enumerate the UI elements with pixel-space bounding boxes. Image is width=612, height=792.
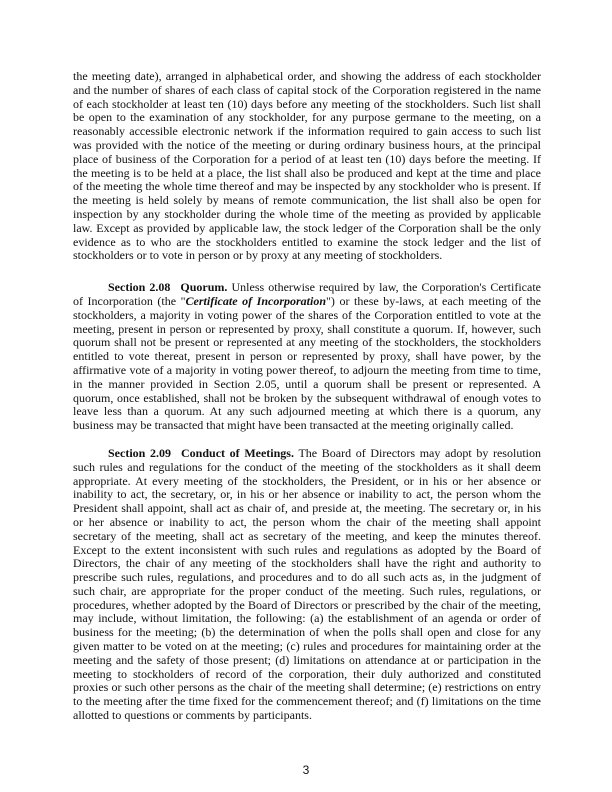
- section-title: Conduct of Meetings.: [181, 446, 294, 460]
- line-text: and the number of shares of each class of capital stock of the Corporation registered in the name: [73, 83, 541, 97]
- line-text: stockholders, a majority in voting power of the shares of the Corporation entitled to vote at the: [73, 308, 541, 322]
- text-line: [73, 236, 541, 250]
- line-text: business for the meeting; (b) the determination of when the polls shall open and close for any: [73, 626, 541, 640]
- line-text: entitled to vote thereat, present in person or represented by proxy, shall have power, by the: [73, 350, 541, 364]
- line-text: in the manner provided in Section 2.05, until a quorum shall be present or represented. A: [73, 377, 541, 391]
- line-text: given matter to be voted on at the meeting; (c) rules and procedures for maintaining order at the: [73, 640, 541, 654]
- line-text: Except to the extent inconsistent with such rules and regulations as adopted by the Board of: [73, 543, 541, 557]
- line-text: inability to act, the secretary, or, in his or her absence or inability to act, the person whom the: [73, 488, 541, 502]
- line-text: allotted to questions or comments by participants.: [73, 709, 312, 723]
- line-text: meeting to stockholders of record of the corporation, their duly authorized and constituted: [73, 667, 541, 681]
- document-body: [73, 70, 541, 737]
- text-line: [73, 249, 541, 263]
- text-line: [73, 125, 541, 139]
- text-line: [73, 668, 541, 682]
- line-text: quorum shall not be present or represented at any meeting of the stockholders, the stockholders: [73, 336, 541, 350]
- line-text: stockholders or to vote in person or by proxy at any meeting of stockholders.: [73, 249, 443, 263]
- text-line: [73, 612, 541, 626]
- line-text: inspection by any stockholder during the whole time of the meeting as provided by applicable: [73, 207, 541, 221]
- line-text: or her absence or inability to act, the person whom the chair of the meeting shall appoint: [73, 515, 541, 529]
- text-line: [73, 222, 541, 236]
- text-line: [73, 405, 541, 419]
- line-text: leave less than a quorum. At any such adjourned meeting at which there is a quorum, any: [73, 405, 541, 419]
- line-text: of each stockholder at least ten (10) days before any meeting of the stockholders. Such list shall: [73, 97, 541, 111]
- line-text: such rules and regulations for the conduct of the meeting of the stockholders as it shall deem: [73, 460, 541, 474]
- line-text: procedures, whether adopted by the Board of Directors or prescribed by the chair of the meeting,: [73, 598, 541, 612]
- text-line: [73, 336, 541, 350]
- paragraph: [73, 70, 541, 263]
- text-line: [73, 167, 541, 181]
- text-line: [73, 640, 541, 654]
- text-line: [73, 502, 541, 516]
- text-line: [73, 350, 541, 364]
- text-line: [73, 392, 541, 406]
- text-line: [73, 516, 541, 530]
- line-text: evidence as to who are the stockholders entitled to examine the stock ledger and the list of: [73, 235, 541, 249]
- text-line: [73, 557, 541, 571]
- text-segment: ") or these by-laws, at each meeting of the: [326, 294, 541, 308]
- text-line: [73, 447, 541, 461]
- text-line: [73, 419, 541, 433]
- text-line: [73, 194, 541, 208]
- line-text: place of business of the Corporation for a period of at least ten (10) days before the meeting. If: [73, 152, 541, 166]
- line-text: affirmative vote of a majority in voting power thereof, to adjourn the meeting from time to time,: [73, 363, 541, 377]
- line-text: be open to the examination of any stockholder, for any purpose germane to the meeting, on a: [73, 111, 541, 125]
- text-line: [73, 599, 541, 613]
- line-text: proxies or such other persons as the chair of the meeting shall determine; (e) restrictions on entry: [73, 681, 541, 695]
- line-text: secretary of the meeting, shall act as secretary of the meeting, and keep the minutes thereof.: [73, 529, 541, 543]
- line-text: quorum, once established, shall not be broken by the subsequent withdrawal of enough votes to: [73, 391, 541, 405]
- section-paragraph: [73, 281, 541, 433]
- line-text: business may be transacted that might have been transacted at the meeting originally called.: [73, 419, 514, 433]
- text-line: [73, 695, 541, 709]
- line-text: may include, without limitation, the following: (a) the establishment of an agenda or order of: [73, 612, 541, 626]
- line-text: The Board of Directors may adopt by resolution: [298, 446, 541, 460]
- line-text: such chair, are appropriate for the proper conduct of the meeting. Such rules, regulations, or: [73, 584, 541, 598]
- text-line: [73, 208, 541, 222]
- text-line: [73, 544, 541, 558]
- section-number: Section 2.09: [108, 446, 171, 460]
- text-segment: of Incorporation (the ": [73, 294, 186, 308]
- text-line: [73, 153, 541, 167]
- line-text: Unless otherwise required by law, the Corporation's Certificate: [231, 281, 541, 295]
- defined-term: Certificate of Incorporation: [185, 294, 327, 308]
- line-text: was provided with the notice of the meeting or during ordinary business hours, at the principal: [73, 138, 541, 152]
- text-line: [73, 475, 541, 489]
- text-line: [73, 626, 541, 640]
- line-text: meeting and the safety of those present; (d) limitations on attendance at or participation in the: [73, 653, 541, 667]
- line-text: Directors, the chair of any meeting of the stockholders shall have the right and authority to: [73, 557, 541, 571]
- text-line: [73, 70, 541, 84]
- text-line: [73, 98, 541, 112]
- page-number: 3: [302, 763, 310, 777]
- line-text: the meeting date), arranged in alphabetical order, and showing the address of each stockholder: [73, 70, 541, 83]
- line-text: law. Except as provided by applicable law, the stock ledger of the Corporation shall be the only: [73, 221, 541, 235]
- text-line: [73, 84, 541, 98]
- text-line: [73, 364, 541, 378]
- text-line: [73, 281, 541, 295]
- section-number: Section 2.08: [108, 281, 171, 295]
- text-line: [73, 654, 541, 668]
- text-line: [73, 681, 541, 695]
- section-paragraph: [73, 447, 541, 723]
- text-line: [73, 139, 541, 153]
- line-text: reasonably accessible electronic network if the information required to gain access to such list: [73, 125, 541, 139]
- text-line: [73, 378, 541, 392]
- line-text: meeting, present in person or represented by proxy, shall constitute a quorum. If, however, such: [73, 322, 541, 336]
- line-text: the meeting is to be held at a place, the list shall also be produced and kept at the time and place: [73, 166, 541, 180]
- text-line: [73, 309, 541, 323]
- line-text: to the meeting after the time fixed for the commencement thereof; and (f) limitations on the time: [73, 695, 541, 709]
- text-line: [73, 709, 541, 723]
- text-line: [73, 530, 541, 544]
- line-text: President shall appoint, shall act as chair of, and preside at, the meeting. The secretary or, in his: [73, 502, 541, 516]
- text-line: [73, 488, 541, 502]
- text-line: [73, 295, 541, 309]
- text-line: [73, 585, 541, 599]
- text-line: [73, 571, 541, 585]
- text-line: [73, 461, 541, 475]
- text-line: [73, 111, 541, 125]
- line-text: of the meeting the whole time thereof and may be inspected by any stockholder who is present. If: [73, 180, 541, 194]
- line-text: the meeting is held solely by means of remote communication, the list shall also be open for: [73, 194, 541, 208]
- line-text: prescribe such rules, regulations, and procedures and to do all such acts as, in the judgment of: [73, 571, 541, 585]
- section-title: Quorum.: [180, 281, 228, 295]
- text-line: [73, 323, 541, 337]
- text-line: [73, 180, 541, 194]
- line-text: appropriate. At every meeting of the stockholders, the President, or in his or her absence or: [73, 474, 541, 488]
